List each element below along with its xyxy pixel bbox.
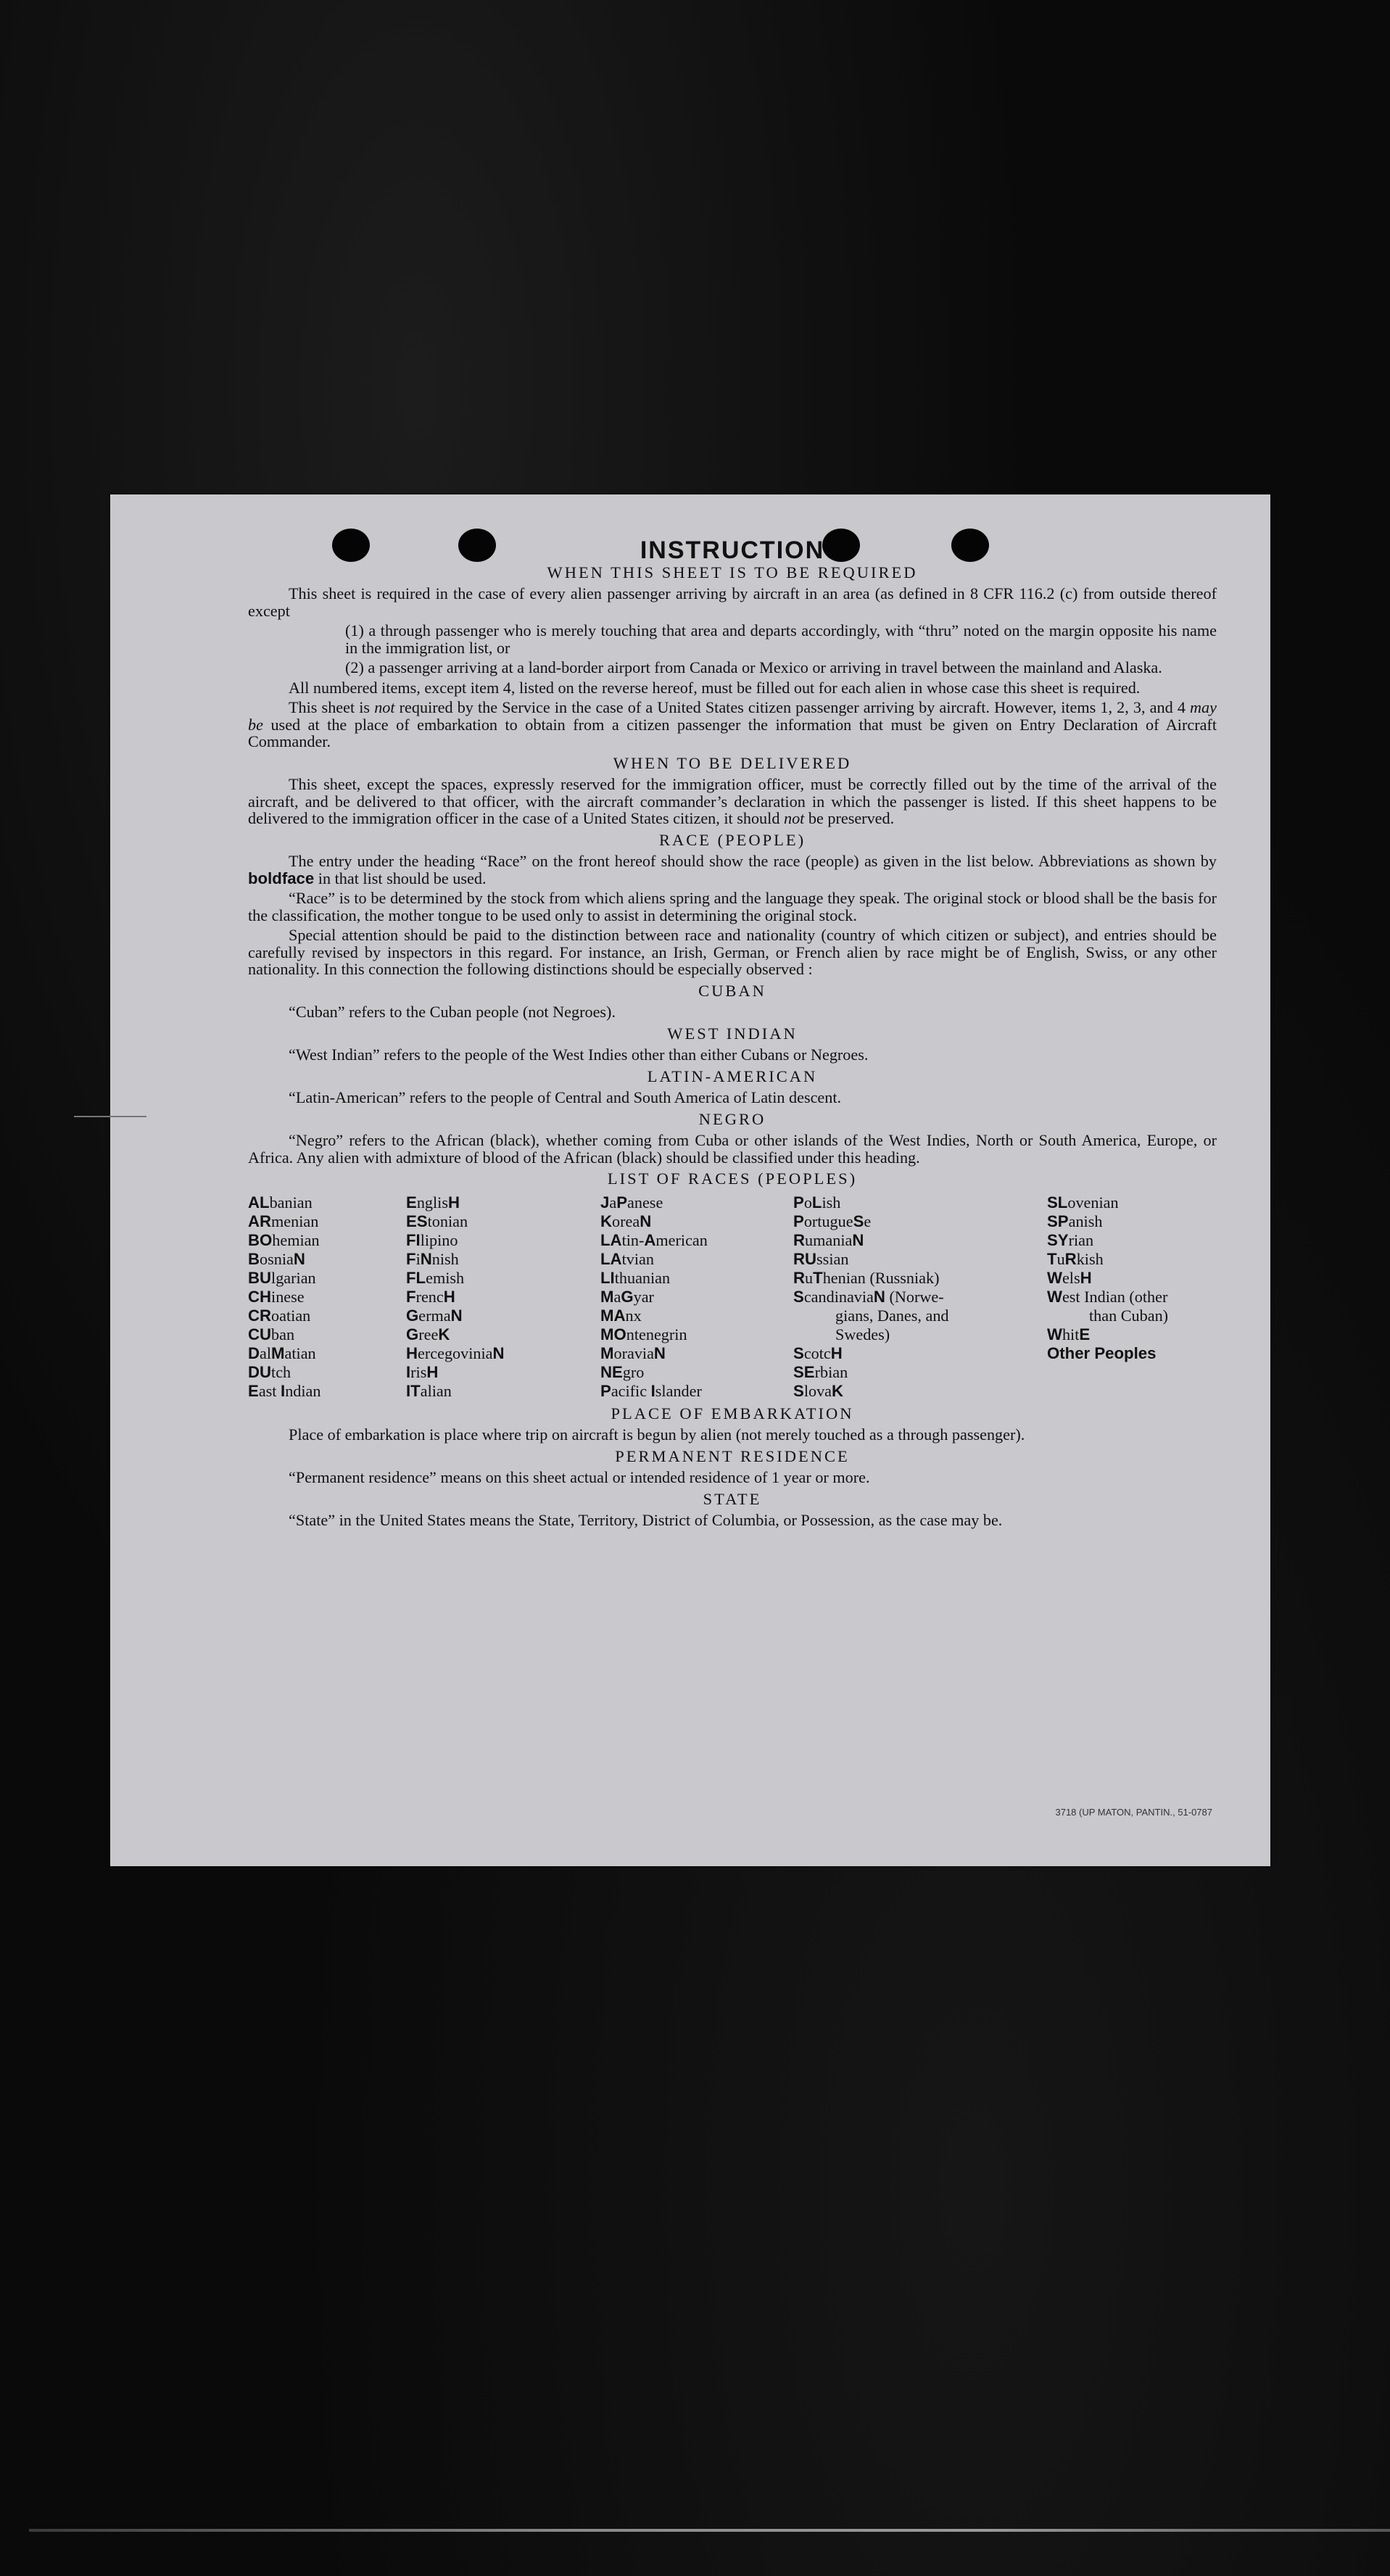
paragraph: This sheet, except the spaces, expressly reserved for the immigration officer, must be correctly filled out by the time of the arrival of the aircraft, and be delivered to that officer, with the aircraft commander’s declaration in which the passenger is listed. If this sheet happens to be delivered to the immigration officer in the case of a United States citizen, it should not be preserved. <box>248 775 1217 827</box>
race-entry: FIlipino <box>406 1230 458 1249</box>
paragraph: “West Indian” refers to the people of the West Indies other than either Cubans or Negroes. <box>289 1045 869 1064</box>
race-entry: BosniaN <box>248 1249 305 1268</box>
races-column <box>600 1193 793 1401</box>
race-entry: WhitE <box>1047 1325 1091 1343</box>
heading-when-required: WHEN THIS SHEET IS TO BE REQUIRED <box>547 563 918 581</box>
paragraph: This sheet is not required by the Service in the case of a United States citizen passenger arriving by aircraft. However, items 1, 2, 3, and 4 may be used at the place of embarkation to obtain from a citizen passenger the information that must be given on Entry Declaration of Aircraft Commander. <box>248 698 1217 750</box>
race-entry: EStonian <box>406 1212 468 1230</box>
race-entry: FrencH <box>406 1287 455 1306</box>
race-entry: ScotcH <box>793 1343 843 1362</box>
race-entry: PortugueSe <box>793 1212 872 1230</box>
race-entry: GermaN <box>406 1306 463 1325</box>
paragraph: “State” in the United States means the State, Territory, District of Columbia, or Possession, as the case may be. <box>289 1511 1003 1529</box>
race-entry: LIthuanian <box>600 1268 671 1287</box>
margin-mark <box>74 1116 146 1117</box>
race-entry: ScandinaviaN (Norwe- <box>793 1287 944 1306</box>
race-entry: DalMatian <box>248 1343 316 1362</box>
heading-permanent-residence: PERMANENT RESIDENCE <box>615 1446 850 1465</box>
paragraph: “Negro” refers to the African (black), whether coming from Cuba or other islands of the West Indies, North or South America, Europe, or Africa. Any alien with admixture of blood of the African (black) should be classified under this heading. <box>248 1131 1217 1167</box>
race-entry: FLemish <box>406 1268 465 1287</box>
page-title: INSTRUCTION <box>640 537 825 564</box>
race-entry: WelsH <box>1047 1268 1092 1287</box>
race-entry: CUban <box>248 1325 295 1343</box>
race-entry: TuRkish <box>1047 1249 1104 1268</box>
races-list <box>248 1193 1217 1401</box>
race-entry: Other Peoples <box>1047 1343 1157 1362</box>
race-entry: PoLish <box>793 1193 841 1212</box>
race-entry: DUtch <box>248 1362 291 1381</box>
paragraph: “Race” is to be determined by the stock from which aliens spring and the language they speak. The original stock or blood shall be the basis for the classification, the mother tongue to be used only to assist in determining the original stock. <box>248 889 1217 924</box>
heading-list-of-races: LIST OF RACES (PEOPLES) <box>607 1169 858 1188</box>
race-entry: NEgro <box>600 1362 645 1381</box>
races-column <box>406 1193 600 1401</box>
race-entry: EnglisH <box>406 1193 460 1212</box>
race-entry: RUssian <box>793 1249 849 1268</box>
race-entry: BUlgarian <box>248 1268 316 1287</box>
race-entry: West Indian (other <box>1047 1287 1168 1306</box>
race-entry: than Cuban) <box>1089 1306 1169 1325</box>
race-entry: RumaniaN <box>793 1230 864 1249</box>
race-entry: LAtvian <box>600 1249 654 1268</box>
paragraph: Place of embarkation is place where trip on aircraft is begun by alien (not merely touched as a through passenger). <box>289 1425 1025 1444</box>
race-entry: Swedes) <box>835 1325 890 1343</box>
heading-when-delivered: WHEN TO BE DELIVERED <box>613 753 852 772</box>
heading-race: RACE (PEOPLE) <box>658 830 806 849</box>
race-entry: MAnx <box>600 1306 642 1325</box>
race-entry: SlovaK <box>793 1381 844 1400</box>
race-entry: MaGyar <box>600 1287 654 1306</box>
race-entry: East Indian <box>248 1381 321 1400</box>
races-column <box>793 1193 1047 1401</box>
list-item: (1) a through passenger who is merely touching that area and departs accordingly, with “thru” noted on the margin opposite his name in the immigration list, or <box>345 621 1217 657</box>
heading-negro: NEGRO <box>698 1109 766 1128</box>
races-column <box>1047 1193 1217 1401</box>
race-entry: GreeK <box>406 1325 450 1343</box>
heading-state: STATE <box>703 1489 762 1508</box>
race-entry: JaPanese <box>600 1193 663 1212</box>
race-entry: HercegoviniaN <box>406 1343 505 1362</box>
heading-latin-american: LATIN-AMERICAN <box>647 1067 818 1085</box>
paragraph: “Permanent residence” means on this sheet actual or intended residence of 1 year or more. <box>289 1468 870 1486</box>
scanner-edge-line <box>29 2529 1390 2532</box>
race-entry: SErbian <box>793 1362 848 1381</box>
race-entry: SYrian <box>1047 1230 1094 1249</box>
list-item: (2) a passenger arriving at a land-border airport from Canada or Mexico or arriving in travel between the mainland and Alaska. <box>345 658 1162 676</box>
race-entry: LAtin-American <box>600 1230 708 1249</box>
race-entry: CHinese <box>248 1287 305 1306</box>
race-entry: SLovenian <box>1047 1193 1119 1212</box>
paragraph: Special attention should be paid to the distinction between race and nationality (country of which citizen or subject), and entries should be carefully revised by inspectors in this regard. For instance, an Irish, German, or French alien by race might be of English, Swiss, or any other nationality. In this connection the following distinctions should be especially observed : <box>248 926 1217 978</box>
race-entry: Pacific Islander <box>600 1381 702 1400</box>
race-entry: ALbanian <box>248 1193 313 1212</box>
paragraph: “Cuban” refers to the Cuban people (not Negroes). <box>289 1003 616 1021</box>
race-entry: gians, Danes, and <box>835 1306 949 1325</box>
races-column <box>248 1193 406 1401</box>
paragraph: The entry under the heading “Race” on the front hereof should show the race (people) as given in the list below. Abbreviations as shown by boldface in that list should be used. <box>248 852 1217 887</box>
race-entry: MOntenegrin <box>600 1325 687 1343</box>
race-entry: KoreaN <box>600 1212 652 1230</box>
race-entry: BOhemian <box>248 1230 320 1249</box>
sheet-content <box>248 538 1217 1532</box>
race-entry: ARmenian <box>248 1212 319 1230</box>
paragraph: All numbered items, except item 4, listed on the reverse hereof, must be filled out for each alien in whose case this sheet is required. <box>289 678 1141 697</box>
race-entry: SPanish <box>1047 1212 1103 1230</box>
race-entry: ITalian <box>406 1381 452 1400</box>
heading-embarkation: PLACE OF EMBARKATION <box>611 1404 854 1422</box>
instruction-sheet <box>110 494 1270 1866</box>
paragraph: This sheet is required in the case of every alien passenger arriving by aircraft in an area (as defined in 8 CFR 116.2 (c) from outside thereof except <box>248 584 1217 620</box>
heading-cuban: CUBAN <box>698 981 766 1000</box>
heading-west-indian: WEST INDIAN <box>667 1024 798 1043</box>
race-entry: IrisH <box>406 1362 439 1381</box>
race-entry: MoraviaN <box>600 1343 666 1362</box>
race-entry: CRoatian <box>248 1306 311 1325</box>
paragraph: “Latin-American” refers to the people of Central and South America of Latin descent. <box>289 1088 842 1106</box>
race-entry: RuThenian (Russniak) <box>793 1268 940 1287</box>
race-entry: FiNnish <box>406 1249 459 1268</box>
form-number: 3718 (UP MATON, PANTIN., 51-0787 <box>1055 1807 1212 1818</box>
